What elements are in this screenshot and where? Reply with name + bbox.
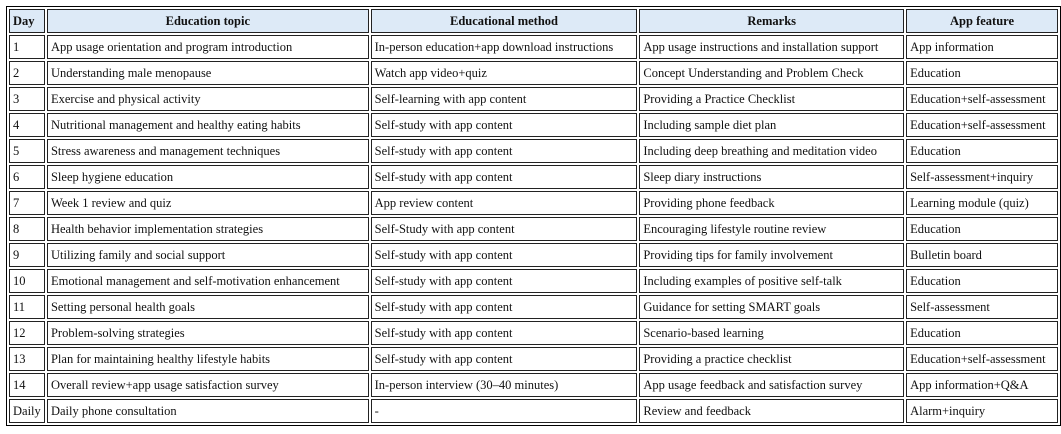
- header-app-feature: App feature: [906, 9, 1058, 33]
- cell-educational-method: Self-study with app content: [371, 165, 638, 189]
- cell-education-topic: Daily phone consultation: [47, 399, 369, 423]
- table-body: [9, 35, 1058, 423]
- cell-app-feature: Education: [906, 217, 1058, 241]
- table-row: [9, 295, 1058, 319]
- cell-day: 7: [9, 191, 45, 215]
- cell-remarks: App usage instructions and installation support: [639, 35, 904, 59]
- table-row: [9, 113, 1058, 137]
- cell-app-feature: Alarm+inquiry: [906, 399, 1058, 423]
- cell-day: 3: [9, 87, 45, 111]
- cell-education-topic: Overall review+app usage satisfaction survey: [47, 373, 369, 397]
- table-row: [9, 35, 1058, 59]
- cell-day: 4: [9, 113, 45, 137]
- table-row: [9, 399, 1058, 423]
- cell-app-feature: App information+Q&A: [906, 373, 1058, 397]
- cell-education-topic: Emotional management and self-motivation enhancement: [47, 269, 369, 293]
- table-row: [9, 269, 1058, 293]
- table-row: [9, 61, 1058, 85]
- header-row: [9, 9, 1058, 33]
- table-header: [9, 9, 1058, 33]
- cell-remarks: Concept Understanding and Problem Check: [639, 61, 904, 85]
- cell-app-feature: Education+self-assessment: [906, 87, 1058, 111]
- cell-day: Daily: [9, 399, 45, 423]
- cell-education-topic: Stress awareness and management techniques: [47, 139, 369, 163]
- cell-remarks: Scenario-based learning: [639, 321, 904, 345]
- table-row: [9, 217, 1058, 241]
- cell-education-topic: Nutritional management and healthy eating habits: [47, 113, 369, 137]
- cell-educational-method: Watch app video+quiz: [371, 61, 638, 85]
- cell-education-topic: Health behavior implementation strategies: [47, 217, 369, 241]
- cell-app-feature: Education+self-assessment: [906, 113, 1058, 137]
- cell-educational-method: Self-study with app content: [371, 139, 638, 163]
- cell-remarks: Including deep breathing and meditation video: [639, 139, 904, 163]
- cell-remarks: Review and feedback: [639, 399, 904, 423]
- table-row: [9, 191, 1058, 215]
- cell-educational-method: Self-learning with app content: [371, 87, 638, 111]
- cell-educational-method: -: [371, 399, 638, 423]
- cell-education-topic: Sleep hygiene education: [47, 165, 369, 189]
- cell-educational-method: App review content: [371, 191, 638, 215]
- cell-education-topic: Problem-solving strategies: [47, 321, 369, 345]
- cell-remarks: Providing a Practice Checklist: [639, 87, 904, 111]
- cell-remarks: Providing tips for family involvement: [639, 243, 904, 267]
- cell-day: 14: [9, 373, 45, 397]
- table-row: [9, 373, 1058, 397]
- table-row: [9, 139, 1058, 163]
- cell-education-topic: Week 1 review and quiz: [47, 191, 369, 215]
- cell-day: 12: [9, 321, 45, 345]
- cell-app-feature: Education+self-assessment: [906, 347, 1058, 371]
- header-education-topic: Education topic: [47, 9, 369, 33]
- cell-educational-method: Self-study with app content: [371, 113, 638, 137]
- cell-educational-method: Self-study with app content: [371, 269, 638, 293]
- cell-educational-method: Self-study with app content: [371, 243, 638, 267]
- cell-educational-method: In-person interview (30–40 minutes): [371, 373, 638, 397]
- cell-remarks: App usage feedback and satisfaction survey: [639, 373, 904, 397]
- cell-education-topic: App usage orientation and program introduction: [47, 35, 369, 59]
- cell-educational-method: Self-study with app content: [371, 295, 638, 319]
- cell-remarks: Guidance for setting SMART goals: [639, 295, 904, 319]
- cell-day: 9: [9, 243, 45, 267]
- cell-day: 5: [9, 139, 45, 163]
- cell-day: 1: [9, 35, 45, 59]
- cell-educational-method: Self-study with app content: [371, 347, 638, 371]
- cell-remarks: Including examples of positive self-talk: [639, 269, 904, 293]
- cell-day: 13: [9, 347, 45, 371]
- header-day: Day: [9, 9, 45, 33]
- table-row: [9, 243, 1058, 267]
- cell-education-topic: Understanding male menopause: [47, 61, 369, 85]
- cell-app-feature: Education: [906, 269, 1058, 293]
- cell-day: 6: [9, 165, 45, 189]
- cell-app-feature: Learning module (quiz): [906, 191, 1058, 215]
- table-row: [9, 321, 1058, 345]
- table-row: [9, 347, 1058, 371]
- cell-education-topic: Setting personal health goals: [47, 295, 369, 319]
- table-row: [9, 87, 1058, 111]
- cell-education-topic: Exercise and physical activity: [47, 87, 369, 111]
- cell-educational-method: In-person education+app download instructions: [371, 35, 638, 59]
- cell-remarks: Including sample diet plan: [639, 113, 904, 137]
- cell-remarks: Providing phone feedback: [639, 191, 904, 215]
- cell-app-feature: Education: [906, 139, 1058, 163]
- cell-app-feature: Education: [906, 61, 1058, 85]
- table-container: [6, 6, 1061, 426]
- cell-day: 2: [9, 61, 45, 85]
- cell-educational-method: Self-study with app content: [371, 321, 638, 345]
- table-row: [9, 165, 1058, 189]
- cell-remarks: Sleep diary instructions: [639, 165, 904, 189]
- cell-day: 10: [9, 269, 45, 293]
- cell-app-feature: Bulletin board: [906, 243, 1058, 267]
- cell-educational-method: Self-Study with app content: [371, 217, 638, 241]
- cell-day: 11: [9, 295, 45, 319]
- header-educational-method: Educational method: [371, 9, 638, 33]
- education-schedule-table: [6, 6, 1061, 426]
- cell-remarks: Encouraging lifestyle routine review: [639, 217, 904, 241]
- cell-app-feature: Education: [906, 321, 1058, 345]
- cell-day: 8: [9, 217, 45, 241]
- cell-app-feature: Self-assessment+inquiry: [906, 165, 1058, 189]
- cell-remarks: Providing a practice checklist: [639, 347, 904, 371]
- cell-app-feature: Self-assessment: [906, 295, 1058, 319]
- cell-education-topic: Utilizing family and social support: [47, 243, 369, 267]
- cell-education-topic: Plan for maintaining healthy lifestyle habits: [47, 347, 369, 371]
- header-remarks: Remarks: [639, 9, 904, 33]
- cell-app-feature: App information: [906, 35, 1058, 59]
